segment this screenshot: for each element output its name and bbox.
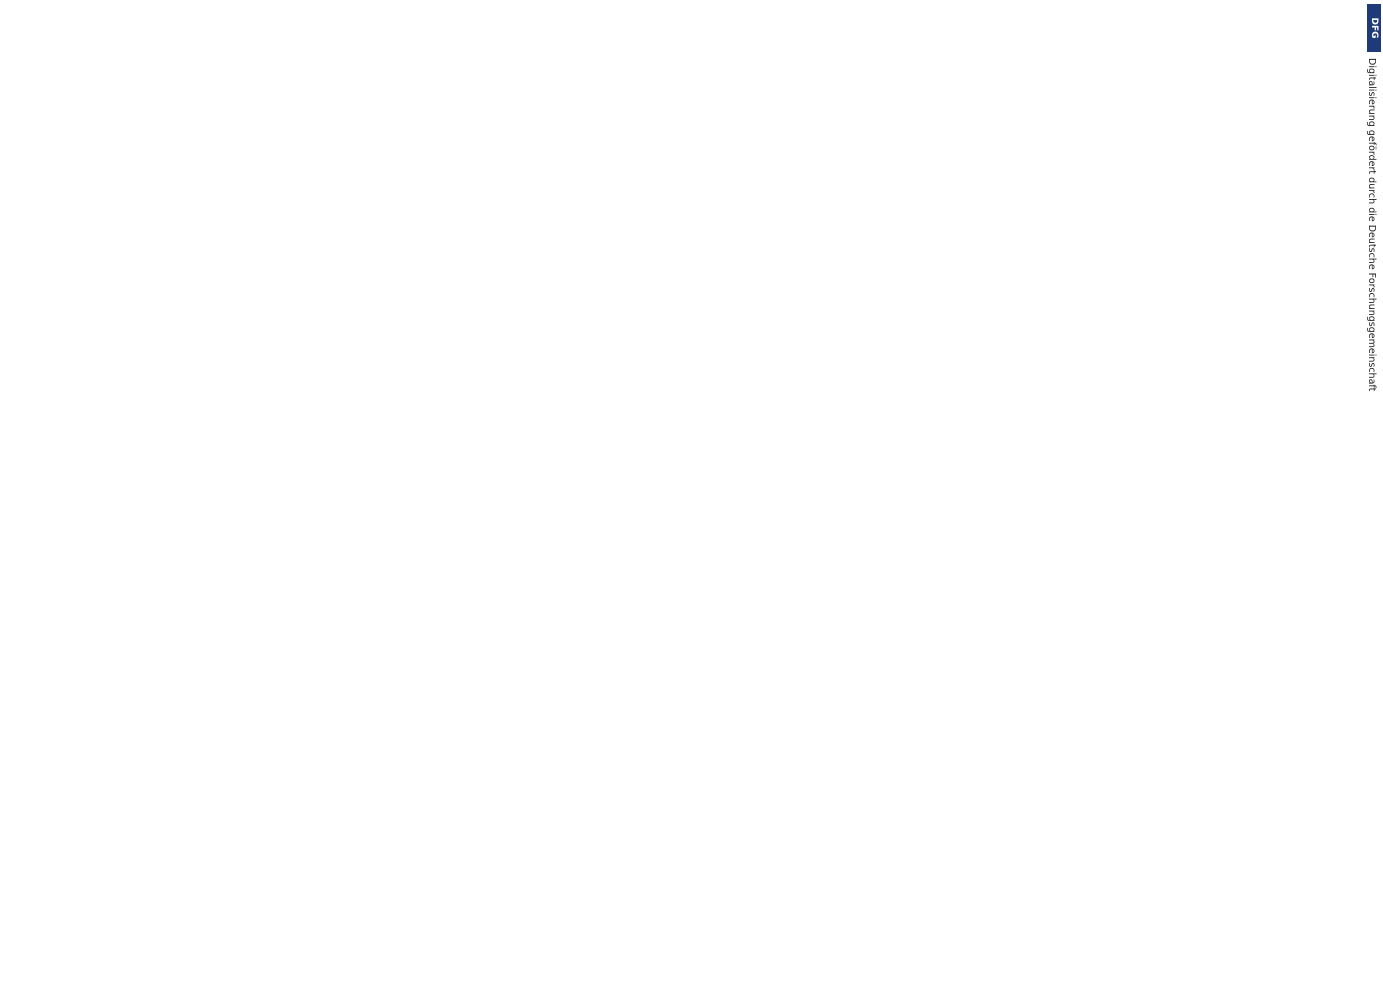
dfg-logo: DFG (1367, 4, 1381, 52)
digitization-credit: Digitalisierung gefördert durch die Deutsche Forschungsgemeinschaft (1366, 58, 1377, 392)
